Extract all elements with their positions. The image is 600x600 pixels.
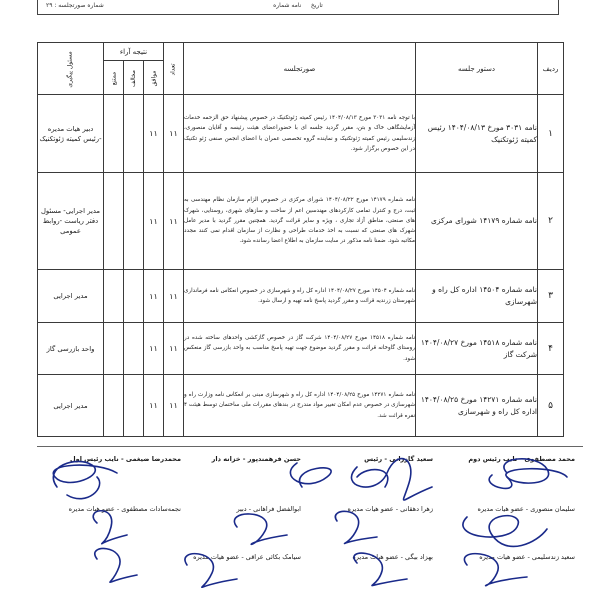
abstain-cell xyxy=(104,95,124,173)
signature-name: زهرا دهقانی - عضو هیات مدیره xyxy=(347,505,433,513)
decision-cell: نامه شماره ۱۴۱۷۹ مورخ ۱۴۰۴/۰۸/۲۲ شورای مرکزی در خصوص الزام سازمان نظام مهندسی به ثبت، درج و کنترل تمامی کارکردهای مهندسین اعم از ساخت و سازهای شهری، روستایی، شهرک های صنعتی، مناطق آزاد تجاری ، ویژه و سایر قرائت گردید. همچنین مقرر گردید با مدیر عامل شهرک های صنعتی که نسبت به اخذ خدمات طراحی و نظارت از سازمان اقدام نمی کنند مجدد مکاتبه شود. ضمنا نامه مذکور در سایت سازمان به اطلاع اعضا رسانده شود. xyxy=(184,173,416,270)
row-number: ۱ xyxy=(538,95,564,173)
decision-cell: نامه شماره ۱۴۵۰۴ مورخ ۱۴۰۴/۰۸/۲۷ اداره کل راه و شهرسازی در خصوص انعکاس نامه فرمانداری شهرستان زرندیه قرائت و مقرر گردید پاسخ نامه تهیه و ارسال شود. xyxy=(184,270,416,323)
count-cell: ۱۱ xyxy=(164,323,184,375)
agree-cell: ۱۱ xyxy=(144,173,164,270)
disagree-cell xyxy=(124,375,144,437)
header-agree: موافق xyxy=(144,61,164,95)
header-decision: صورتجلسه xyxy=(184,43,416,95)
count-cell: ۱۱ xyxy=(164,95,184,173)
header-disagree: مخالف xyxy=(124,61,144,95)
count-cell: ۱۱ xyxy=(164,375,184,437)
signature-name: محمد مصطفوی - نایب رئیس دوم xyxy=(468,455,575,463)
decision-cell: با توجه نامه ۳۰۳۱ مورخ ۱۴۰۴/۰۸/۱۳ رئیس کمیته ژئوتکنیک در خصوص پیشنهاد حق الزحمه خدمات آزمایشگاهی خاک و بتن، مقرر گردید جلسه ای با حضوراعضای هیئت رئیسه و آقایان منصوری، زندسلیمی رئیس کمیته ژئوتکنیک و نماینده گروه تخصصی عمران با اعضای انجمن صنفی ژئو تکنیک در این خصوص برگزار شود. xyxy=(184,95,416,173)
abstain-cell xyxy=(104,173,124,270)
header-count: تعداد xyxy=(164,43,184,95)
table-row xyxy=(38,323,564,375)
abstain-cell xyxy=(104,375,124,437)
header-vote-result: نتیجه آراء xyxy=(104,43,164,61)
header-strip xyxy=(37,0,559,15)
header-right-value: نامه شماره xyxy=(273,2,302,9)
abstain-cell xyxy=(104,270,124,323)
follow-up-cell: دبیر هیات مدیره -رئیس کمیته ژئوتکنیک xyxy=(38,95,104,173)
agenda-cell: نامه ۳۰۳۱ مورخ ۱۴۰۴/۰۸/۱۳ رئیس کمیته ژئوتکنیک xyxy=(416,95,538,173)
signature-name: سعید گازرانی - رئیس xyxy=(364,455,433,463)
row-number: ۴ xyxy=(538,323,564,375)
header-row-no: ردیف xyxy=(538,43,564,95)
table-row xyxy=(38,173,564,270)
header-agenda: دستور جلسه xyxy=(416,43,538,95)
agenda-cell: نامه شماره ۱۴۵۱۸ مورخ ۱۴۰۴/۰۸/۲۷ شرکت گاز xyxy=(416,323,538,375)
row-number: ۵ xyxy=(538,375,564,437)
signature-name: نجمه‌سادات مصطفوی - عضو هیات مدیره xyxy=(68,505,181,513)
count-cell: ۱۱ xyxy=(164,270,184,323)
signature-name: سیامک بکائی عراقی - عضو هیات مدیره xyxy=(193,553,301,561)
agree-cell: ۱۱ xyxy=(144,95,164,173)
disagree-cell xyxy=(124,173,144,270)
signature-name: بهزاد بیگی - عضو هیات مدیره xyxy=(352,553,433,561)
table-row xyxy=(38,270,564,323)
disagree-cell xyxy=(124,270,144,323)
agree-cell: ۱۱ xyxy=(144,375,164,437)
agenda-cell: نامه شماره ۱۴۵۰۴ اداره کل راه و شهرسازی xyxy=(416,270,538,323)
agree-cell: ۱۱ xyxy=(144,270,164,323)
disagree-cell xyxy=(124,323,144,375)
agenda-cell: نامه شماره ۱۴۱۷۹ شورای مرکزی xyxy=(416,173,538,270)
decision-cell: نامه شماره ۱۴۲۷۱ مورخ ۱۴۰۴/۰۸/۲۵ اداره کل راه و شهرسازی مبنی بر انعکاس نامه وزارت راه و شهرسازی در خصوص عدم امکان تغییر مواد مندرج در بندهای مقررات ملی ساختمان توسط هیئت ۴ نفره قرائت شد. xyxy=(184,375,416,437)
agree-cell: ۱۱ xyxy=(144,323,164,375)
minutes-table xyxy=(37,42,564,437)
header-follow-up: مسئول پیگیری xyxy=(38,43,104,95)
row-number: ۳ xyxy=(538,270,564,323)
follow-up-cell: واحد بازرسی گاز xyxy=(38,323,104,375)
signature-name: سلیمان منصوری - عضو هیات مدیره xyxy=(477,505,575,513)
signature-name: ابوالفضل فراهانی - دبیر xyxy=(236,505,301,513)
abstain-cell xyxy=(104,323,124,375)
count-cell: ۱۱ xyxy=(164,173,184,270)
signature-name: حسن فرهمندپور - خزانه دار xyxy=(211,455,301,463)
signature-name: محمدرضا ضیغمی - نایب رئیس اول xyxy=(70,455,181,463)
table-row xyxy=(38,375,564,437)
disagree-cell xyxy=(124,95,144,173)
agenda-cell: نامه شماره ۱۴۲۷۱ مورخ ۱۴۰۴/۰۸/۲۵ اداره کل راه و شهرسازی xyxy=(416,375,538,437)
decision-cell: نامه شماره ۱۴۵۱۸ مورخ ۱۴۰۴/۰۸/۲۷ شرکت گاز در خصوص گازکشی واحدهای ساخته شده در روستای گاوخانه قرائت و مقرر گردید موضوع جهت تهیه پاسخ مناسب به واحد بازرسی گاز منعکس شود. xyxy=(184,323,416,375)
header-left-value: شماره صورتجلسه : ۲۹ xyxy=(46,2,104,9)
signature-name: سعید زندسلیمی - عضو هیات مدیره xyxy=(479,553,575,561)
follow-up-cell: مدیر اجرایی xyxy=(38,270,104,323)
row-number: ۲ xyxy=(538,173,564,270)
follow-up-cell: مدیر اجرایی xyxy=(38,375,104,437)
header-abstain: ممتنع xyxy=(104,61,124,95)
follow-up-cell: مدیر اجرایی- مسئول دفتر ریاست -روابط عمومی xyxy=(38,173,104,270)
header-middle-value: تاریخ xyxy=(310,2,323,9)
handwritten-signatures xyxy=(37,447,583,591)
signature-area xyxy=(37,446,583,591)
table-row xyxy=(38,95,564,173)
